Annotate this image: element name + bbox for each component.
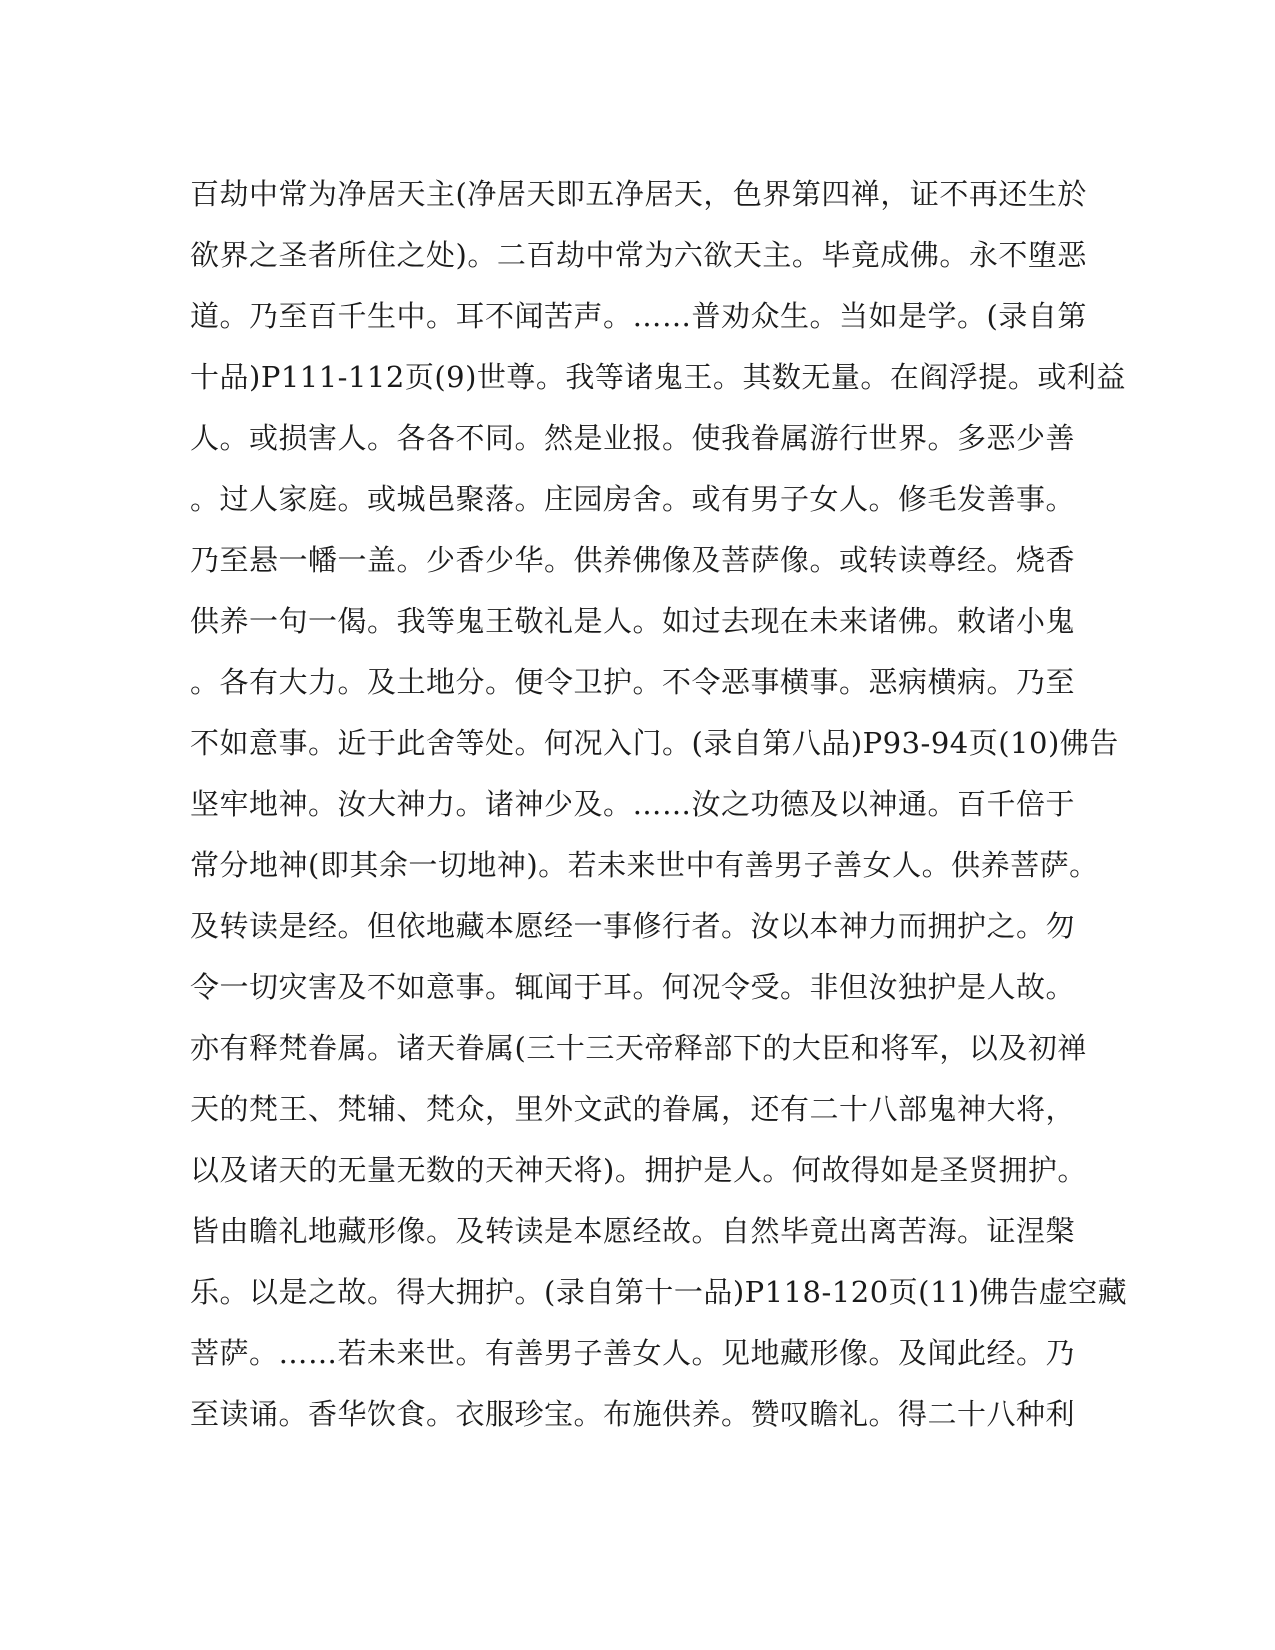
text-line: 乃至悬一幡一盖。少香少华。供养佛像及菩萨像。或转读尊经。烧香 (190, 543, 1076, 577)
text-line: 道。乃至百千生中。耳不闻苦声。……普劝众生。当如是学。(录自第 (190, 299, 1087, 333)
text-line: 百劫中常为净居天主(净居天即五净居天，色界第四禅，证不再还生於 (190, 177, 1087, 211)
text-line: 。各有大力。及土地分。便令卫护。不令恶事横事。恶病横病。乃至 (190, 665, 1076, 699)
text-line: 常分地神(即其余一切地神)。若未来世中有善男子善女人。供养菩萨。 (190, 848, 1099, 882)
text-line: 及转读是经。但依地藏本愿经一事修行者。汝以本神力而拥护之。勿 (190, 909, 1076, 943)
text-line: 皆由瞻礼地藏形像。及转读是本愿经故。自然毕竟出离苦海。证涅槃 (190, 1214, 1076, 1248)
body-text (190, 164, 1128, 1445)
text-line: 。过人家庭。或城邑聚落。庄园房舍。或有男子女人。修毛发善事。 (190, 482, 1076, 516)
text-line: 欲界之圣者所住之处)。二百劫中常为六欲天主。毕竟成佛。永不堕恶 (190, 238, 1087, 272)
text-line: 菩萨。……若未来世。有善男子善女人。见地藏形像。及闻此经。乃 (190, 1336, 1076, 1370)
text-line: 不如意事。近于此舍等处。何况入门。(录自第八品)P93-94页(10)佛告 (190, 726, 1119, 760)
text-line: 人。或损害人。各各不同。然是业报。使我眷属游行世界。多恶少善 (190, 421, 1076, 455)
text-line: 十品)P111-112页(9)世尊。我等诸鬼王。其数无量。在阎浮提。或利益 (190, 360, 1126, 394)
text-line: 天的梵王、梵辅、梵众，里外文武的眷属，还有二十八部鬼神大将， (190, 1092, 1076, 1126)
text-line: 至读诵。香华饮食。衣服珍宝。布施供养。赞叹瞻礼。得二十八种利 (190, 1397, 1076, 1431)
text-line: 令一切灾害及不如意事。辄闻于耳。何况令受。非但汝独护是人故。 (190, 970, 1076, 1004)
text-line: 乐。以是之故。得大拥护。(录自第十一品)P118-120页(11)佛告虚空藏 (190, 1275, 1128, 1309)
text-line: 坚牢地神。汝大神力。诸神少及。……汝之功德及以神通。百千倍于 (190, 787, 1076, 821)
text-line: 供养一句一偈。我等鬼王敬礼是人。如过去现在未来诸佛。敕诸小鬼 (190, 604, 1076, 638)
text-line: 亦有释梵眷属。诸天眷属(三十三天帝释部下的大臣和将军，以及初禅 (190, 1031, 1087, 1065)
text-line: 以及诸天的无量无数的天神天将)。拥护是人。何故得如是圣贤拥护。 (190, 1153, 1087, 1187)
